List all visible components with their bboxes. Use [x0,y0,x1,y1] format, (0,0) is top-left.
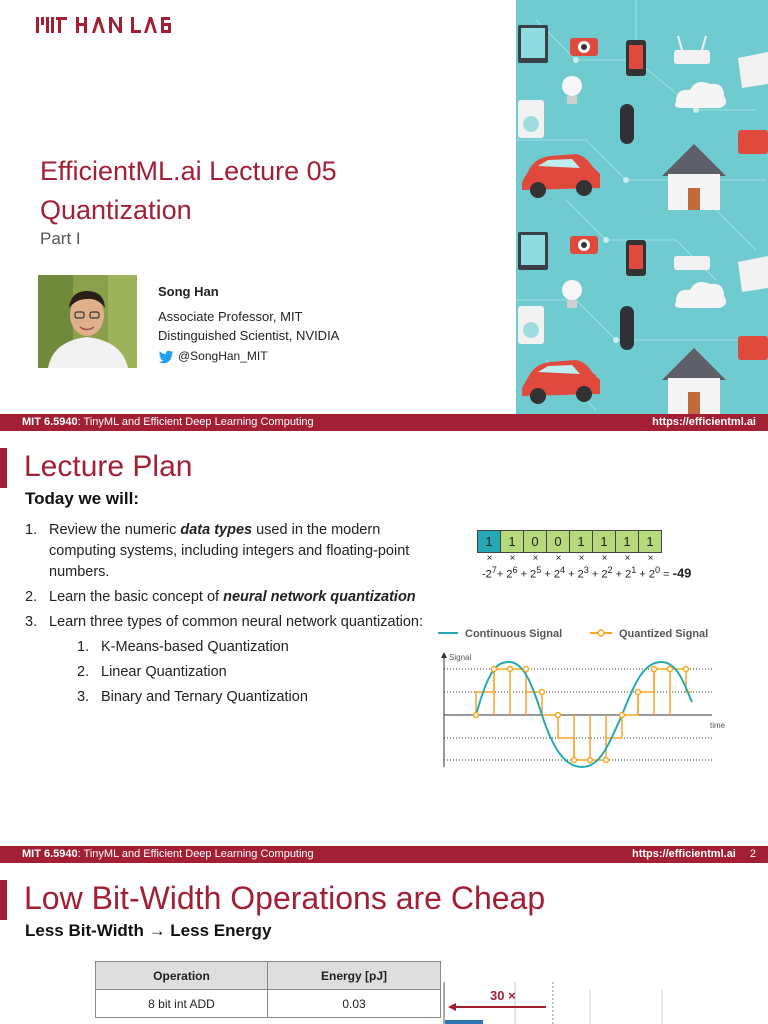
lecture-plan-slide [0,432,768,864]
bit-cell: 1 [477,530,501,553]
ratio-label: 30 × [490,988,516,1003]
table-cell: 0.03 [268,990,441,1018]
table-row [96,990,441,1018]
plan-item: 1. Review the numeric data types used in the modern computing systems, including integers and floating-point numbers. [25,522,410,580]
slide-title: Lecture Plan [24,450,193,483]
slide-subtitle: Today we will: [25,489,139,508]
lecture-title: EfficientML.ai Lecture 05 Quantization [40,156,337,225]
author-twitter[interactable] [158,347,339,366]
author-photo [38,275,137,368]
twos-complement-formula: $-2^7+ 2^6 + 2^5 + 2^4 + 2^3 + 2^2 + 2^1 + 2^0 = -49$ [482,565,692,581]
course-url[interactable]: https://efficientml.ai 2 [631,848,756,860]
author-info [158,282,339,366]
twitter-bird-icon [158,350,174,364]
slide-footer [0,846,768,863]
bitwidth-energy-slide [0,864,768,1024]
continuous-signal [476,662,692,767]
lecture-plan-list [25,520,435,712]
author-name: Song Han [158,284,219,299]
legend-quantized-label: Quantized Signal [619,628,709,640]
plan-item: 3. Learn three types of common neural network quantization: 1. K-Means-based Quantization 2. Linear Quantization 3. Binary and Ternary Quantization [25,612,435,708]
x-axis-label: time [710,721,726,730]
multiply-row: × × × × × × × × [486,553,654,564]
slide-subtitle: Less Bit-Width → Less Energy [25,921,272,940]
y-axis-label: Signal [449,653,472,662]
quantized-signal-diagram [432,622,732,772]
bit-cell: 1 [592,530,616,553]
course-info: MIT 6.5940: TinyML and Efficient Deep Learning Computing [22,416,314,428]
author-role-mit: Associate Professor, MIT [158,309,303,324]
lecture-part: Part I [40,229,81,248]
author-role-nvidia: Distinguished Scientist, NVIDIA [158,328,340,343]
plan-subitem: 3. Binary and Ternary Quantization [77,689,308,705]
bit-cell: 0 [523,530,547,553]
title-slide [0,0,768,432]
title-accent-bar [0,880,7,920]
column-header: Energy [pJ] [268,962,441,990]
column-header: Operation [96,962,268,990]
formula-result: -49 [672,565,692,581]
energy-comparison-chart [440,982,670,1024]
table-cell: 8 bit int ADD [96,990,268,1018]
plan-subitem: 1. K-Means-based Quantization [77,639,289,655]
slide-footer [0,414,768,431]
plan-subitem: 2. Linear Quantization [77,664,227,680]
page-number: 2 [749,848,756,860]
bit-cell: 0 [546,530,570,553]
energy-table [95,961,441,1018]
table-header-row [96,962,441,990]
mit-han-lab-logo [36,14,196,36]
course-info: MIT 6.5940: TinyML and Efficient Deep Learning Computing [22,848,314,860]
legend-continuous-label: Continuous Signal [465,628,563,640]
bit-cell: 1 [638,530,662,553]
bit-cell: 1 [569,530,593,553]
twitter-handle: @SongHan_MIT [178,349,268,363]
course-url[interactable]: https://efficientml.ai [652,416,756,428]
energy-bar [445,1020,483,1024]
slide-title: Low Bit-Width Operations are Cheap [24,880,546,916]
binary-bits [478,530,662,553]
title-accent-bar [0,448,7,488]
bit-cell: 1 [500,530,524,553]
iot-illustration [516,0,768,414]
bit-cell: 1 [615,530,639,553]
plan-item: 2. Learn the basic concept of neural network quantization [25,589,416,605]
